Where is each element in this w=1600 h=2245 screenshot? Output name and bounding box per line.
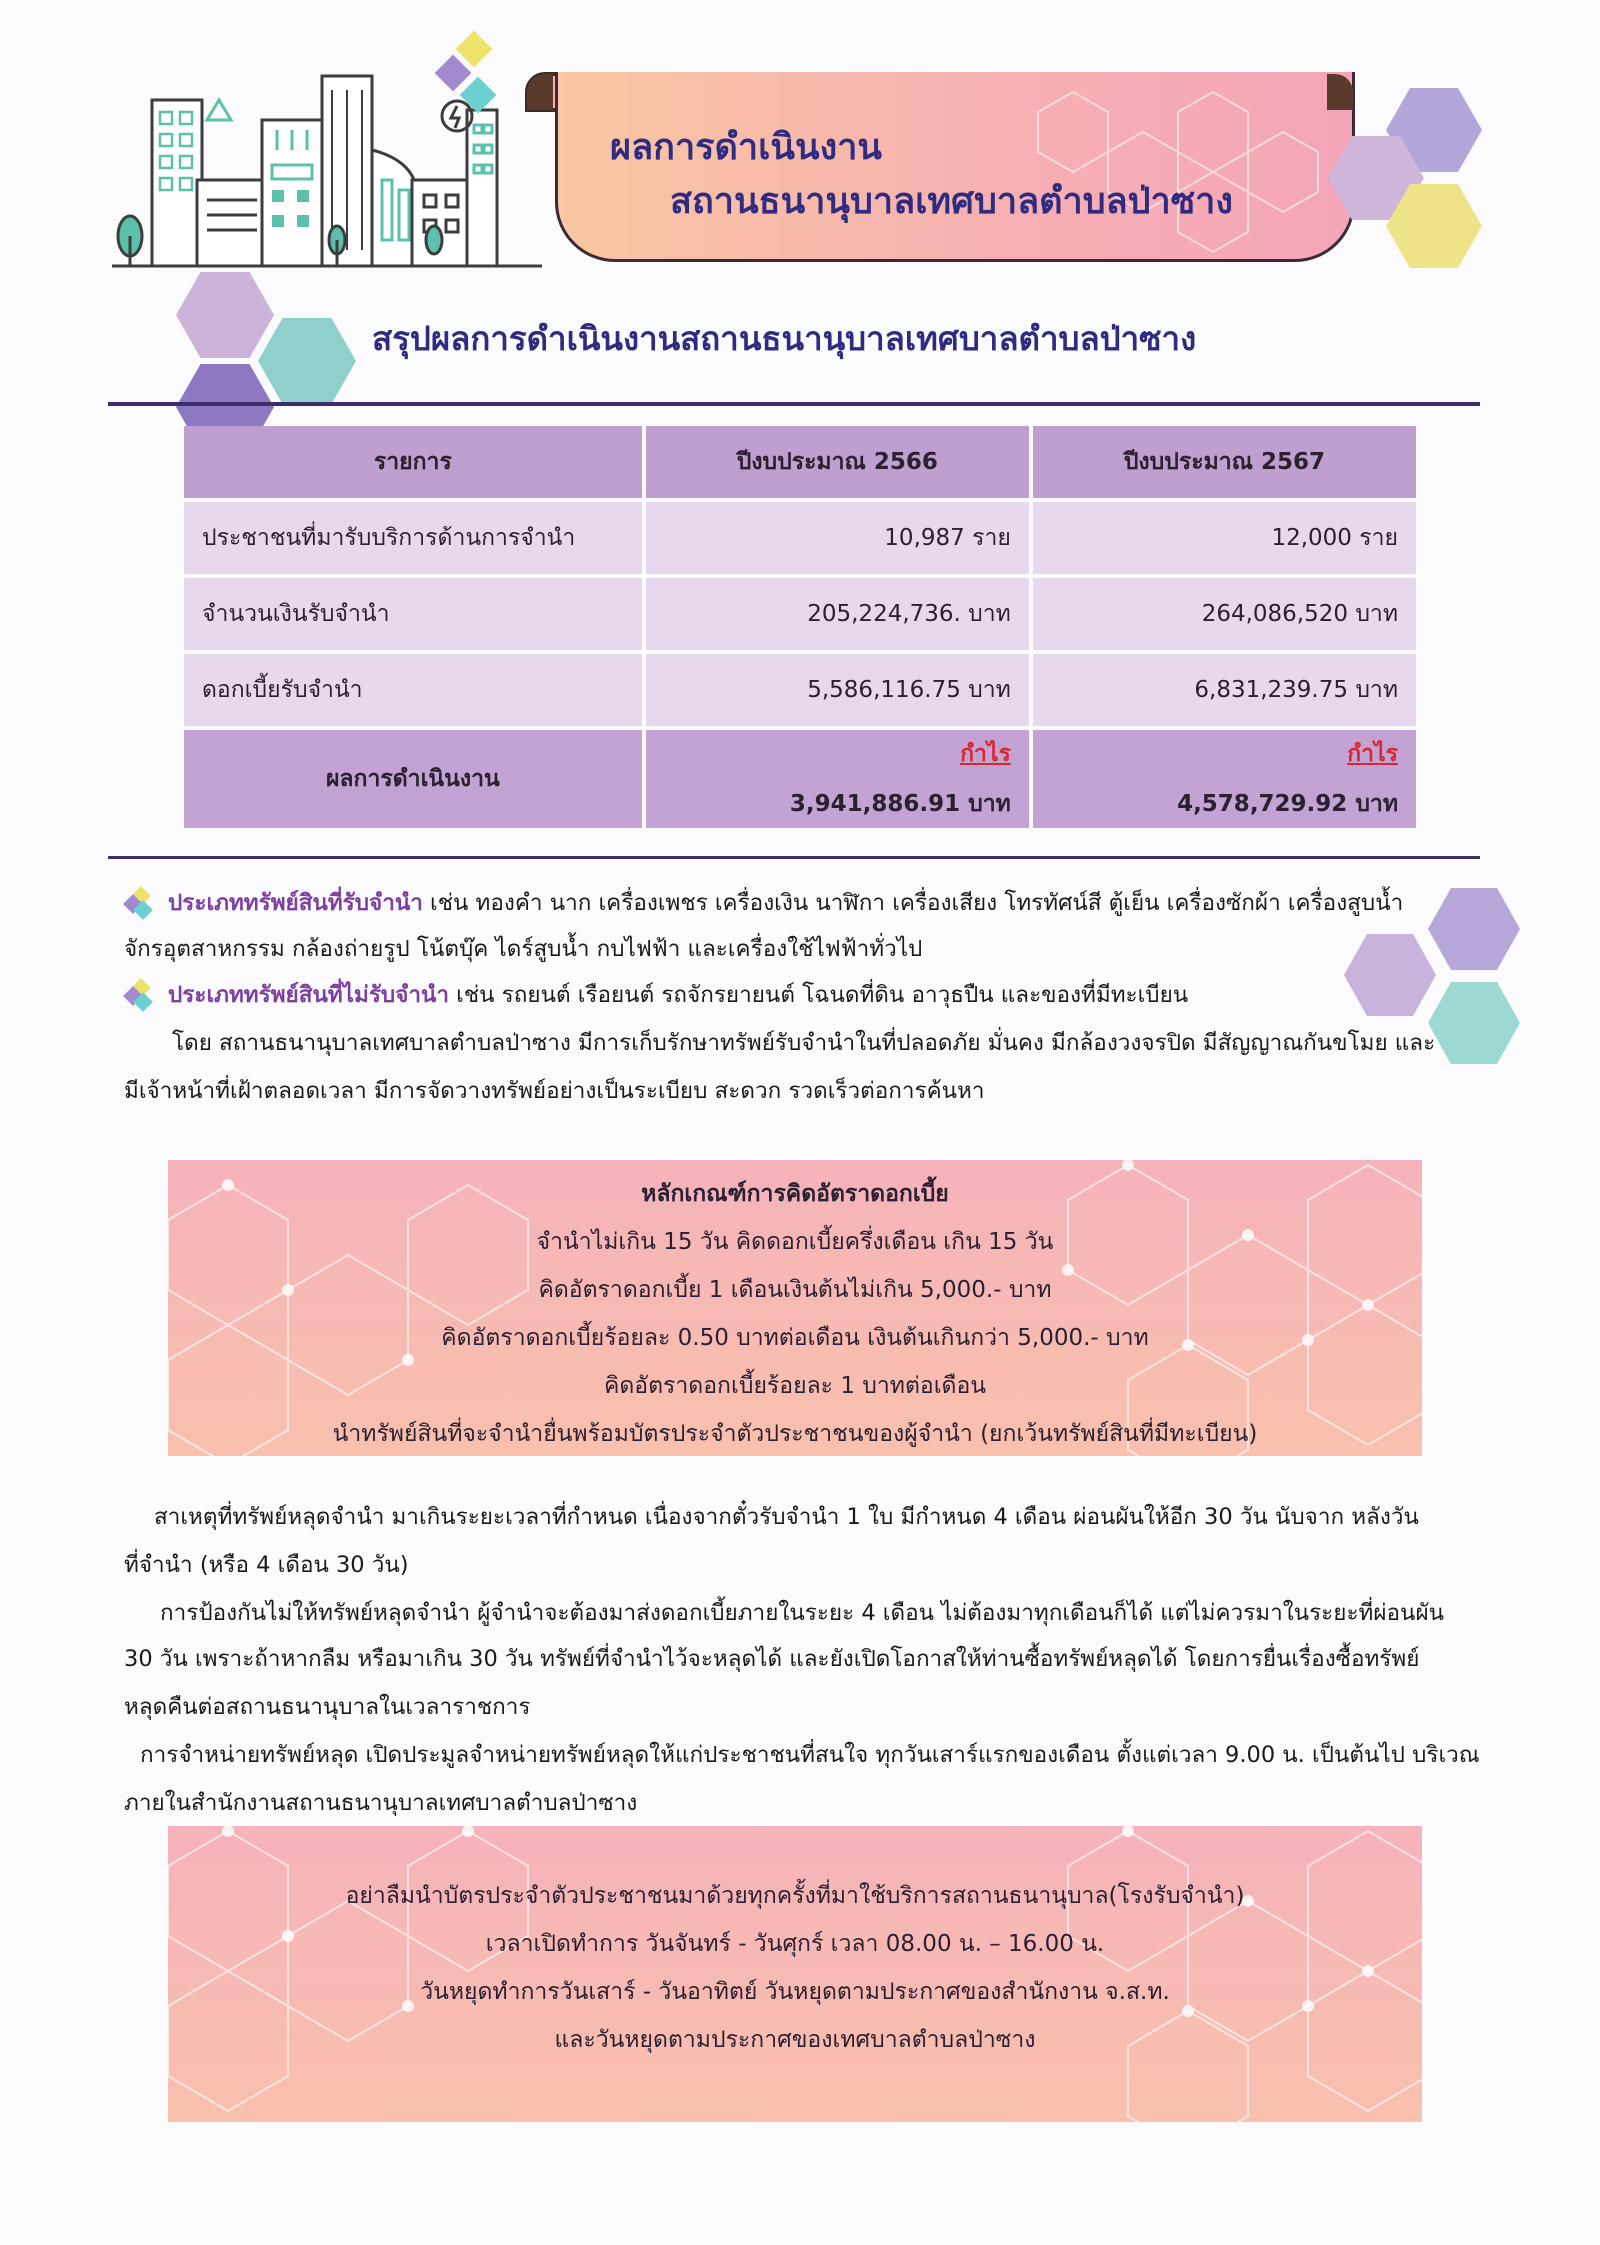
table-cell: 10,987 ราย [646, 502, 1029, 574]
total-value: 3,941,886.91 บาท [789, 791, 1011, 817]
diamond-bullet-icon [124, 887, 158, 921]
forfeit-prevention-cont: หลุดคืนต่อสถานธนานุบาลในเวลาราชการ [124, 1694, 531, 1720]
table-cell: ประชาชนที่มารับบริการด้านการจำนำ [184, 502, 642, 574]
profit-label: กำไร [1347, 741, 1398, 767]
hours-note: วันหยุดทำการวันเสาร์ - วันอาทิตย์ วันหยุดตามประกาศของสำนักงาน จ.ส.ท. [420, 1979, 1170, 2005]
forfeit-prevention-cont: 30 วัน เพราะถ้าหากลืม หรือมาเกิน 30 วัน ทรัพย์ที่จำนำไว้จะหลุดได้ และยังเปิดโอกาสให้ท่านซื้อทรัพย์หลุดได้ โดยการยื่นเรื่องซื้อทรัพย์ [124, 1646, 1420, 1672]
total-value: 4,578,729.92 บาท [1177, 791, 1398, 817]
table-cell: 264,086,520 บาท [1033, 578, 1416, 650]
forfeit-prevention: การป้องกันไม่ให้ทรัพย์หลุดจำนำ ผู้จำนำจะต้องมาส่งดอกเบี้ยภายในระยะ 4 เดือน ไม่ต้องมาทุกเดือนก็ได้ แต่ไม่ควรมาในระยะที่ผ่อนผัน [160, 1600, 1445, 1626]
page-title-line1: ผลการดำเนินงาน [610, 127, 883, 168]
results-table [180, 422, 1420, 832]
interest-rule: คิดอัตราดอกเบี้ย 1 เดือนเงินต้นไม่เกิน 5,000.- บาท [538, 1277, 1052, 1303]
interest-rule: คิดอัตราดอกเบี้ยร้อยละ 1 บาทต่อเดือน [603, 1373, 987, 1399]
interest-rules-box [168, 1160, 1422, 1456]
table-row [184, 578, 1416, 650]
hexagon-decor [258, 318, 356, 404]
interest-rule: คิดอัตราดอกเบี้ยร้อยละ 0.50 บาทต่อเดือน เงินต้นเกินกว่า 5,000.- บาท [441, 1325, 1149, 1351]
section-subtitle: สรุปผลการดำเนินงานสถานธนานุบาลเทศบาลตำบลป่าซาง [372, 319, 1197, 358]
table-row [184, 502, 1416, 574]
accept-paragraph-cont: จักรอุตสาหกรรม กล้องถ่ายรูป โน้ตบุ๊ค ไดร์สูบน้ำ กบไฟฟ้า และเครื่องใช้ไฟฟ้าทั่วไป [124, 936, 923, 962]
diamond-bullet-icon [124, 979, 158, 1013]
divider [108, 402, 1480, 406]
table-header-row [184, 426, 1416, 498]
accept-text: เช่น ทองคำ นาก เครื่องเพชร เครื่องเงิน นาฬิกา เครื่องเสียง โทรทัศน์สี ตู้เย็น เครื่องซักผ้า เครื่องสูบน้ำ [422, 890, 1404, 916]
total-label: ผลการดำเนินงาน [184, 730, 642, 828]
table-total-row [184, 730, 1416, 828]
table-header-cell: รายการ [184, 426, 642, 498]
total-cell-2567 [1033, 730, 1416, 828]
reject-label: ประเภททรัพย์สินที่ไม่รับจำนำ [168, 982, 450, 1008]
hours-note: เวลาเปิดทำการ วันจันทร์ - วันศุกร์ เวลา 08.00 น. – 16.00 น. [485, 1931, 1105, 1957]
reject-paragraph [124, 972, 1484, 1019]
accept-label: ประเภททรัพย์สินที่รับจำนำ [168, 890, 423, 916]
forfeit-cause-cont: ที่จำนำ (หรือ 4 เดือน 30 วัน) [124, 1552, 409, 1578]
divider [108, 856, 1480, 859]
profit-label: กำไร [960, 741, 1011, 767]
table-header-cell: ปีงบประมาณ 2566 [646, 426, 1029, 498]
hours-note: อย่าลืมนำบัตรประจำตัวประชาชนมาด้วยทุกครั้งที่มาใช้บริการสถานธนานุบาล(โรงรับจำนำ) [345, 1883, 1245, 1909]
forfeit-sale-cont: ภายในสำนักงานสถานธนานุบาลเทศบาลตำบลป่าซาง [124, 1790, 638, 1816]
table-cell: ดอกเบี้ยรับจำนำ [184, 654, 642, 726]
hours-note: และวันหยุดตามประกาศของเทศบาลตำบลป่าซาง [554, 2027, 1036, 2053]
table-cell: 6,831,239.75 บาท [1033, 654, 1416, 726]
table-cell: 5,586,116.75 บาท [646, 654, 1029, 726]
forfeit-cause: สาเหตุที่ทรัพย์หลุดจำนำ มาเกินระยะเวลาที่กำหนด เนื่องจากตั๋วรับจำนำ 1 ใบ มีกำหนด 4 เดือน ผ่อนผันให้อีก 30 วัน นับจาก หลังวัน [154, 1504, 1419, 1530]
hexagon-decor [176, 272, 274, 358]
forfeit-sale: การจำหน่ายทรัพย์หลุด เปิดประมูลจำหน่ายทรัพย์หลุดให้แก่ประชาชนที่สนใจ ทุกวันเสาร์แรกของเดือน ตั้งแต่เวลา 9.00 น. เป็นต้นไป บริเวณ [140, 1742, 1480, 1768]
banner-scroll-left [527, 74, 553, 110]
city-illustration [112, 40, 552, 270]
table-cell: จำนวนเงินรับจำนำ [184, 578, 642, 650]
service-hours-box [168, 1826, 1422, 2122]
accept-paragraph [124, 880, 1484, 927]
page-title-line2: สถานธนานุบาลเทศบาลตำบลป่าซาง [670, 181, 1233, 222]
total-cell-2566 [646, 730, 1029, 828]
interest-rule: นำทรัพย์สินที่จะจำนำยื่นพร้อมบัตรประจำตัวประชาชนของผู้จำนำ (ยกเว้นทรัพย์สินที่มีทะเบียน) [332, 1421, 1258, 1447]
reject-text: เช่น รถยนต์ เรือยนต์ รถจักรยายนต์ โฉนดที่ดิน อาวุธปืน และของที่มีทะเบียน [449, 982, 1189, 1008]
table-header-cell: ปีงบประมาณ 2567 [1033, 426, 1416, 498]
security-paragraph-cont: มีเจ้าหน้าที่เฝ้าตลอดเวลา มีการจัดวางทรัพย์อย่างเป็นระเบียบ สะดวก รวดเร็วต่อการค้นหา [124, 1078, 985, 1104]
table-cell: 205,224,736. บาท [646, 578, 1029, 650]
interest-title: หลักเกณฑ์การคิดอัตราดอกเบี้ย [641, 1181, 949, 1207]
security-paragraph: โดย สถานธนานุบาลเทศบาลตำบลป่าซาง มีการเก็บรักษาทรัพย์รับจำนำในที่ปลอดภัย มั่นคง มีกล้องวงจรปิด มีสัญญาณกันขโมย และ [172, 1030, 1436, 1056]
table-cell: 12,000 ราย [1033, 502, 1416, 574]
table-row [184, 654, 1416, 726]
interest-rule: จำนำไม่เกิน 15 วัน คิดดอกเบี้ยครึ่งเดือน เกิน 15 วัน [536, 1229, 1054, 1255]
